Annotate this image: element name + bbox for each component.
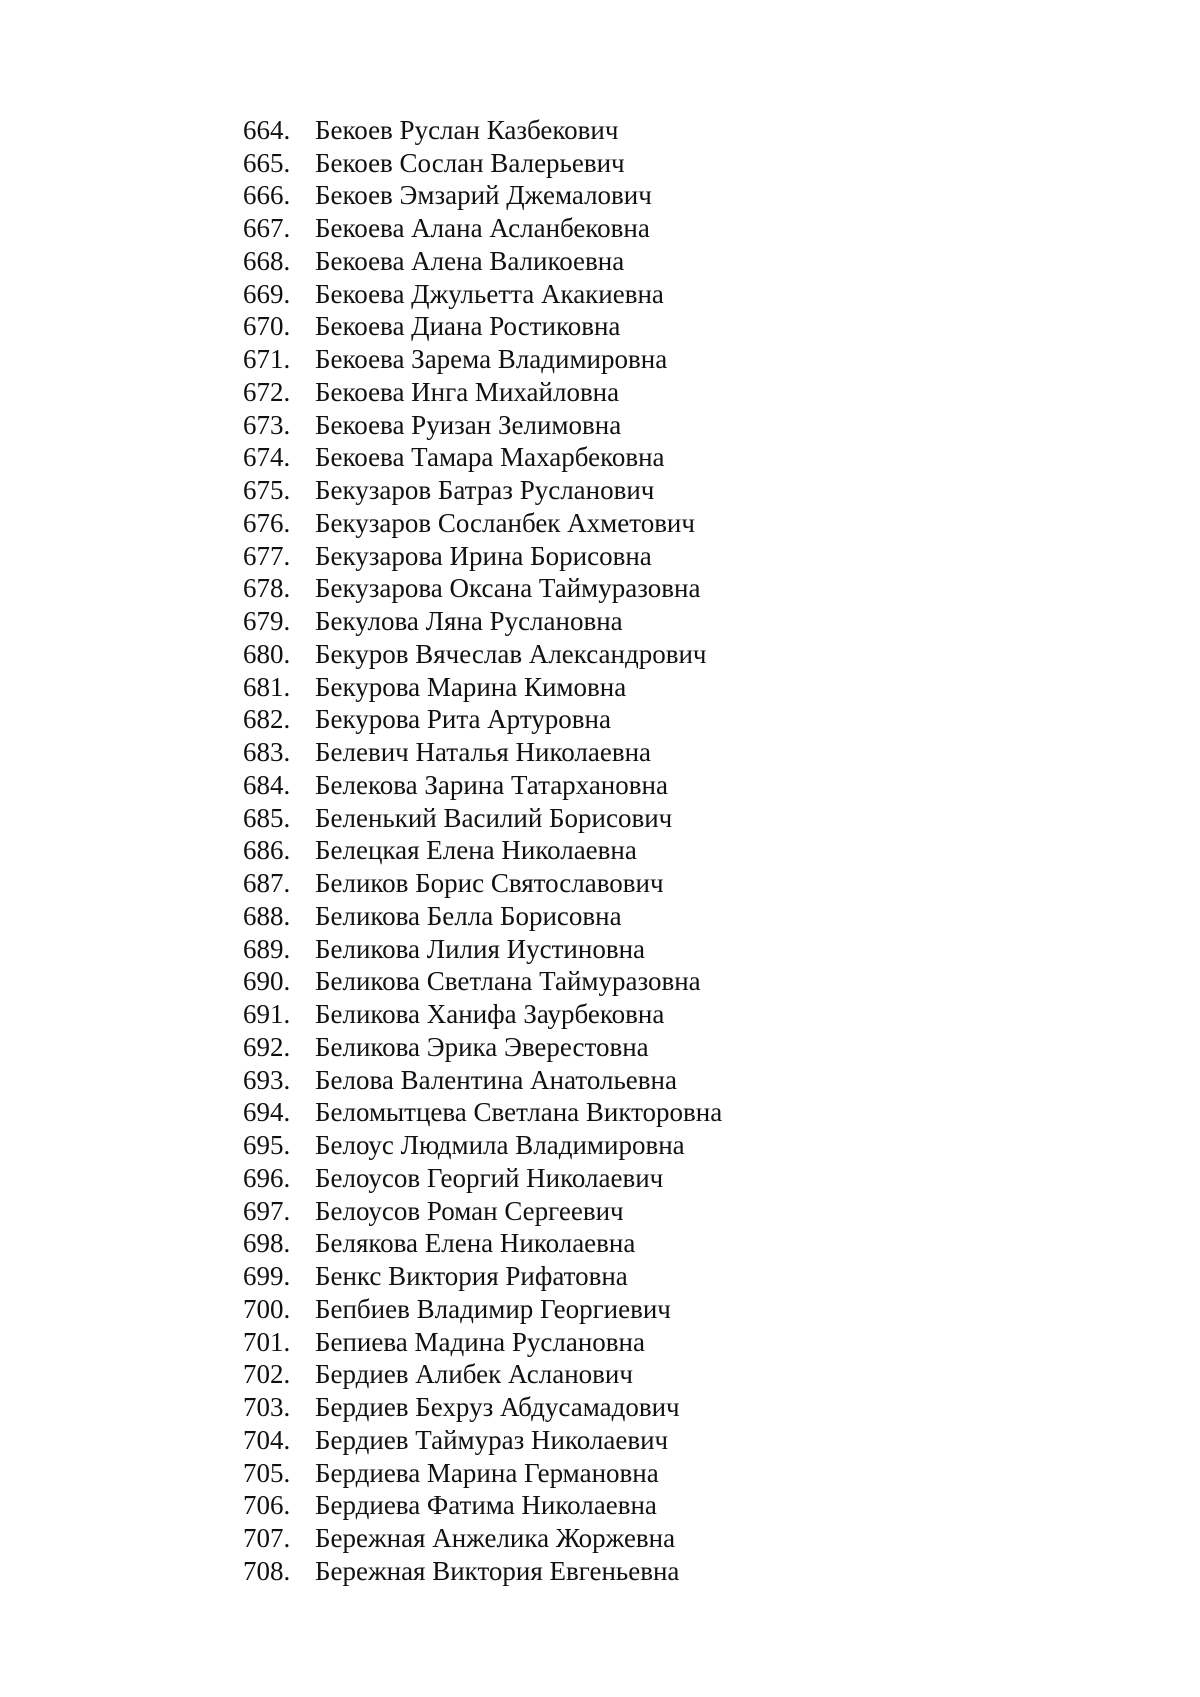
- list-item: [243, 1293, 722, 1326]
- list-item-number: 678.: [243, 573, 291, 604]
- list-item-number: 703.: [243, 1392, 291, 1423]
- list-item-number: 696.: [243, 1162, 291, 1193]
- list-item-name: Бекоев Эмзарий Джемалович: [315, 180, 652, 211]
- list-item-name: Бекузарова Ирина Борисовна: [315, 540, 652, 571]
- list-item-number: 692.: [243, 1031, 291, 1062]
- list-item: [243, 147, 722, 180]
- list-item: [243, 343, 722, 376]
- list-item-number: 673.: [243, 409, 291, 440]
- list-item: [243, 1457, 722, 1490]
- list-item-name: Бекоев Руслан Казбекович: [315, 114, 619, 145]
- list-item-name: Белоусов Георгий Николаевич: [315, 1162, 664, 1193]
- list-item-name: Беликова Эрика Эверестовна: [315, 1031, 649, 1062]
- list-item-number: 682.: [243, 704, 291, 735]
- list-item-number: 675.: [243, 475, 291, 506]
- list-item-name: Бекоева Джульетта Акакиевна: [315, 278, 664, 309]
- list-item-name: Белекова Зарина Татархановна: [315, 769, 668, 800]
- list-item-name: Бекоева Алена Валикоевна: [315, 245, 625, 276]
- list-item: [243, 1260, 722, 1293]
- list-item: [243, 867, 722, 900]
- name-list: [243, 114, 722, 1588]
- list-item-name: Бепбиев Владимир Георгиевич: [315, 1293, 671, 1324]
- list-item-number: 680.: [243, 638, 291, 669]
- list-item-number: 690.: [243, 966, 291, 997]
- list-item-number: 686.: [243, 835, 291, 866]
- list-item-number: 704.: [243, 1424, 291, 1455]
- list-item: [243, 605, 722, 638]
- list-item-number: 685.: [243, 802, 291, 833]
- list-item: [243, 769, 722, 802]
- list-item-number: 683.: [243, 737, 291, 768]
- list-item: [243, 540, 722, 573]
- list-item-name: Бекулова Ляна Руслановна: [315, 606, 623, 637]
- list-item-number: 699.: [243, 1261, 291, 1292]
- list-item-name: Бекузарова Оксана Таймуразовна: [315, 573, 701, 604]
- list-item-number: 667.: [243, 213, 291, 244]
- list-item: [243, 180, 722, 213]
- list-item-number: 688.: [243, 900, 291, 931]
- list-item: [243, 278, 722, 311]
- list-item: [243, 1129, 722, 1162]
- list-item: [243, 1162, 722, 1195]
- list-item: [243, 638, 722, 671]
- list-item: [243, 933, 722, 966]
- list-item-name: Бекоева Тамара Махарбековна: [315, 442, 665, 473]
- list-item-number: 670.: [243, 311, 291, 342]
- list-item-number: 669.: [243, 278, 291, 309]
- list-item-number: 681.: [243, 671, 291, 702]
- list-item-number: 707.: [243, 1523, 291, 1554]
- list-item-name: Бекоев Сослан Валерьевич: [315, 147, 625, 178]
- list-item-name: Бердиев Бехруз Абдусамадович: [315, 1392, 680, 1423]
- list-item-number: 706.: [243, 1490, 291, 1521]
- list-item: [243, 704, 722, 737]
- list-item-number: 702.: [243, 1359, 291, 1390]
- list-item-number: 672.: [243, 376, 291, 407]
- list-item-number: 687.: [243, 868, 291, 899]
- list-item-number: 697.: [243, 1195, 291, 1226]
- list-item-number: 705.: [243, 1457, 291, 1488]
- list-item-name: Бекоева Диана Ростиковна: [315, 311, 621, 342]
- list-item-name: Беликова Ханифа Заурбековна: [315, 999, 665, 1030]
- list-item: [243, 998, 722, 1031]
- list-item-name: Бекузаров Батраз Русланович: [315, 475, 655, 506]
- list-item-name: Бережная Виктория Евгеньевна: [315, 1555, 680, 1586]
- list-item: [243, 1031, 722, 1064]
- list-item-name: Беломытцева Светлана Викторовна: [315, 1097, 723, 1128]
- list-item: [243, 1097, 722, 1130]
- list-item: [243, 1195, 722, 1228]
- list-item-number: 700.: [243, 1293, 291, 1324]
- list-item-number: 693.: [243, 1064, 291, 1095]
- list-item-number: 708.: [243, 1555, 291, 1586]
- list-item: [243, 1359, 722, 1392]
- list-item-number: 666.: [243, 180, 291, 211]
- list-item-number: 679.: [243, 606, 291, 637]
- list-item: [243, 442, 722, 475]
- list-item: [243, 311, 722, 344]
- list-item-name: Белова Валентина Анатольевна: [315, 1064, 677, 1095]
- list-item: [243, 966, 722, 999]
- list-item-name: Беленький Василий Борисович: [315, 802, 673, 833]
- list-item-name: Белоусов Роман Сергеевич: [315, 1195, 624, 1226]
- list-item: [243, 671, 722, 704]
- list-item: [243, 114, 722, 147]
- list-item-name: Бекурова Рита Артуровна: [315, 704, 611, 735]
- list-item-name: Бекоева Руизан Зелимовна: [315, 409, 622, 440]
- list-item-number: 664.: [243, 114, 291, 145]
- list-item-name: Бекоева Инга Михайловна: [315, 376, 620, 407]
- list-item-number: 674.: [243, 442, 291, 473]
- list-item-name: Белоус Людмила Владимировна: [315, 1130, 685, 1161]
- list-item-number: 694.: [243, 1097, 291, 1128]
- list-item-name: Бекурова Марина Кимовна: [315, 671, 627, 702]
- list-item-number: 676.: [243, 507, 291, 538]
- list-item-name: Бердиев Алибек Асланович: [315, 1359, 633, 1390]
- list-item-name: Беликов Борис Святославович: [315, 868, 664, 899]
- list-item-name: Беликова Белла Борисовна: [315, 900, 622, 931]
- list-item-number: 677.: [243, 540, 291, 571]
- list-item-name: Бекузаров Сосланбек Ахметович: [315, 507, 695, 538]
- list-item: [243, 900, 722, 933]
- list-item: [243, 835, 722, 868]
- list-item-name: Беликова Светлана Таймуразовна: [315, 966, 701, 997]
- list-item-number: 671.: [243, 344, 291, 375]
- list-item: [243, 802, 722, 835]
- list-item: [243, 736, 722, 769]
- list-item: [243, 1555, 722, 1588]
- list-item-name: Белевич Наталья Николаевна: [315, 737, 652, 768]
- list-item: [243, 1424, 722, 1457]
- list-item-name: Бердиева Марина Германовна: [315, 1457, 659, 1488]
- list-item-number: 695.: [243, 1130, 291, 1161]
- list-item-number: 698.: [243, 1228, 291, 1259]
- list-item: [243, 573, 722, 606]
- list-item-name: Бердиева Фатима Николаевна: [315, 1490, 657, 1521]
- list-item: [243, 212, 722, 245]
- list-item: [243, 245, 722, 278]
- list-item-name: Белякова Елена Николаевна: [315, 1228, 636, 1259]
- list-item-number: 668.: [243, 245, 291, 276]
- list-item-name: Бережная Анжелика Жоржевна: [315, 1523, 676, 1554]
- list-item: [243, 474, 722, 507]
- list-item: [243, 1391, 722, 1424]
- list-item: [243, 1228, 722, 1261]
- list-item-name: Бепиева Мадина Руслановна: [315, 1326, 645, 1357]
- list-item: [243, 376, 722, 409]
- list-item: [243, 1064, 722, 1097]
- list-item: [243, 1490, 722, 1523]
- list-item-name: Бердиев Таймураз Николаевич: [315, 1424, 669, 1455]
- list-item-name: Бенкс Виктория Рифатовна: [315, 1261, 628, 1292]
- list-item-name: Бекоева Зарема Владимировна: [315, 344, 668, 375]
- list-item-name: Беликова Лилия Иустиновна: [315, 933, 645, 964]
- list-item-name: Белецкая Елена Николаевна: [315, 835, 637, 866]
- list-item-name: Бекоева Алана Асланбековна: [315, 213, 650, 244]
- list-item-number: 691.: [243, 999, 291, 1030]
- list-item-number: 689.: [243, 933, 291, 964]
- list-item-name: Бекуров Вячеслав Александрович: [315, 638, 707, 669]
- list-item: [243, 507, 722, 540]
- list-item: [243, 409, 722, 442]
- list-item-number: 665.: [243, 147, 291, 178]
- list-item: [243, 1326, 722, 1359]
- list-item: [243, 1522, 722, 1555]
- list-item-number: 701.: [243, 1326, 291, 1357]
- list-item-number: 684.: [243, 769, 291, 800]
